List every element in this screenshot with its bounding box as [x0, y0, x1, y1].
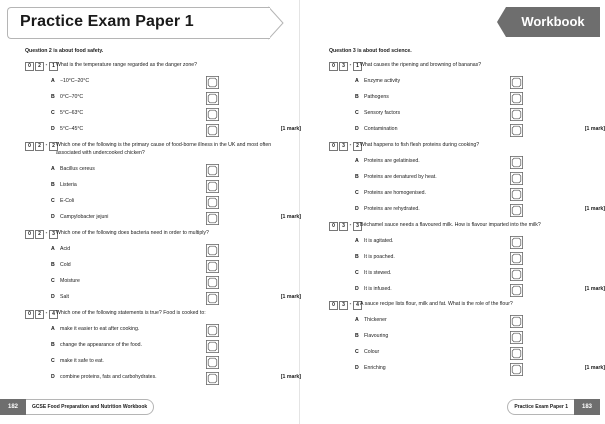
- option-text: Flavouring: [364, 333, 389, 339]
- option-letter: D: [51, 126, 55, 132]
- option-letter: D: [51, 294, 55, 300]
- answer-box-icon[interactable]: [206, 340, 219, 353]
- option-letter: C: [51, 198, 55, 204]
- option-text: 0°C–70°C: [60, 94, 84, 100]
- mark-allocation: [1 mark]: [584, 365, 605, 371]
- answer-option[interactable]: [355, 347, 605, 359]
- option-text: Acid: [60, 246, 71, 252]
- option-letter: C: [355, 110, 359, 116]
- right-page: [300, 0, 605, 424]
- option-letter: B: [355, 94, 359, 100]
- option-letter: D: [51, 374, 55, 380]
- answer-option[interactable]: [51, 292, 301, 304]
- option-text: Proteins are denatured by heat.: [364, 174, 437, 180]
- option-letter: A: [355, 78, 359, 84]
- page-title: Practice Exam Paper 1: [20, 13, 194, 30]
- question-text: What is the temperature range regarded as the danger zone?: [56, 62, 198, 68]
- answer-box-icon[interactable]: [510, 268, 523, 281]
- option-text: Enriching: [364, 365, 386, 371]
- answer-box-icon[interactable]: [510, 108, 523, 121]
- question-text: Which one of the following statements is true? Food is cooked to:: [56, 310, 206, 316]
- section-intro: Question 2 is about food safety.: [25, 48, 104, 54]
- option-text: Cold: [60, 262, 71, 268]
- answer-box-icon[interactable]: [206, 76, 219, 89]
- option-letter: D: [355, 286, 359, 292]
- question-number: 0 2 - 1: [25, 62, 59, 71]
- question-number-digit: 3: [339, 142, 348, 151]
- option-text: −10°C–20°C: [60, 78, 90, 84]
- answer-box-icon[interactable]: [510, 252, 523, 265]
- mark-allocation: [1 mark]: [280, 126, 301, 132]
- option-letter: B: [355, 254, 359, 260]
- answer-box-icon[interactable]: [510, 284, 523, 297]
- option-letter: D: [355, 206, 359, 212]
- answer-option[interactable]: [355, 363, 605, 375]
- question-number-digit: 3: [339, 222, 348, 231]
- option-text: change the appearance of the food.: [60, 342, 142, 348]
- option-text: Moisture: [60, 278, 80, 284]
- answer-option[interactable]: [355, 204, 605, 216]
- answer-option[interactable]: [51, 124, 301, 136]
- answer-box-icon[interactable]: [510, 172, 523, 185]
- answer-option[interactable]: [51, 276, 301, 288]
- mark-allocation: [1 mark]: [280, 214, 301, 220]
- question-text: Which one of the following does bacteria need in order to multiply?: [56, 230, 209, 236]
- answer-box-icon[interactable]: [206, 372, 219, 385]
- answer-option[interactable]: [51, 372, 301, 384]
- answer-option[interactable]: [355, 236, 605, 248]
- option-letter: A: [51, 246, 55, 252]
- option-letter: B: [355, 174, 359, 180]
- answer-box-icon[interactable]: [510, 315, 523, 328]
- option-letter: A: [51, 326, 55, 332]
- option-text: make it easier to eat after cooking.: [60, 326, 140, 332]
- option-text: Listeria: [60, 182, 77, 188]
- option-text: Proteins are gelatinised.: [364, 158, 420, 164]
- question-number-digit: 1: [353, 62, 362, 71]
- question-number-digit: 0: [329, 222, 338, 231]
- option-letter: C: [355, 270, 359, 276]
- option-letter: B: [51, 342, 55, 348]
- answer-box-icon[interactable]: [510, 156, 523, 169]
- option-letter: C: [51, 358, 55, 364]
- mark-allocation: [1 mark]: [584, 206, 605, 212]
- answer-box-icon[interactable]: [206, 260, 219, 273]
- mark-allocation: [1 mark]: [584, 126, 605, 132]
- answer-box-icon[interactable]: [206, 196, 219, 209]
- question-number-digit: 0: [25, 142, 34, 151]
- answer-option[interactable]: [355, 76, 605, 88]
- answer-box-icon[interactable]: [206, 124, 219, 137]
- answer-option[interactable]: [51, 108, 301, 120]
- workbook-tab: Workbook: [506, 7, 600, 37]
- question-number-digit: 4: [49, 310, 58, 319]
- option-text: make it safe to eat.: [60, 358, 104, 364]
- option-text: Enzyme activity: [364, 78, 401, 84]
- option-letter: C: [51, 278, 55, 284]
- option-text: Colour: [364, 349, 380, 355]
- answer-option[interactable]: [355, 284, 605, 296]
- answer-option[interactable]: [51, 76, 301, 88]
- footer-right: [435, 399, 600, 415]
- question-number: 0 3 - 1: [329, 62, 363, 71]
- option-text: Proteins are rehydrated.: [364, 206, 420, 212]
- page-number: 183: [574, 399, 600, 415]
- option-letter: D: [51, 214, 55, 220]
- answer-option[interactable]: [51, 180, 301, 192]
- answer-box-icon[interactable]: [510, 236, 523, 249]
- option-text: 5°C–63°C: [60, 110, 84, 116]
- answer-option[interactable]: [51, 164, 301, 176]
- question-text: What happens to fish flesh proteins during cooking?: [360, 142, 480, 148]
- answer-box-icon[interactable]: [510, 331, 523, 344]
- mark-allocation: [1 mark]: [280, 374, 301, 380]
- answer-option[interactable]: [355, 188, 605, 200]
- answer-box-icon[interactable]: [206, 244, 219, 257]
- question-number-digit: 2: [49, 142, 58, 151]
- question-number-digit: 3: [353, 222, 362, 231]
- question-number-digit: 3: [339, 62, 348, 71]
- left-page: [0, 0, 300, 424]
- answer-option[interactable]: [51, 92, 301, 104]
- answer-option[interactable]: [51, 196, 301, 208]
- answer-option[interactable]: [51, 324, 301, 336]
- footer-left: [0, 399, 165, 415]
- question-number-digit: 3: [339, 301, 348, 310]
- question-number-digit: 0: [329, 142, 338, 151]
- question-number-digit: 0: [25, 310, 34, 319]
- option-text: combine proteins, fats and carbohydrates.: [60, 374, 157, 380]
- option-letter: B: [51, 94, 55, 100]
- answer-option[interactable]: [355, 172, 605, 184]
- option-letter: A: [355, 238, 359, 244]
- option-letter: C: [355, 190, 359, 196]
- question-text: A sauce recipe lists flour, milk and fat. What is the role of the flour?: [360, 301, 513, 307]
- question-number-digit: 0: [329, 301, 338, 310]
- answer-option[interactable]: [355, 92, 605, 104]
- mark-allocation: [1 mark]: [584, 286, 605, 292]
- option-text: Campylobacter jejuni: [60, 214, 109, 220]
- answer-box-icon[interactable]: [206, 92, 219, 105]
- option-letter: B: [355, 333, 359, 339]
- option-text: Sensory factors: [364, 110, 401, 116]
- option-letter: B: [51, 182, 55, 188]
- option-text: Contamination: [364, 126, 398, 132]
- answer-box-icon[interactable]: [510, 347, 523, 360]
- title-banner: [7, 7, 270, 39]
- option-letter: D: [355, 126, 359, 132]
- question-text: Which one of the following is the primary cause of food-borne illness in the UK and most often associated with undercooked chicken?: [56, 142, 272, 156]
- mark-allocation: [1 mark]: [280, 294, 301, 300]
- option-text: It is stewed.: [364, 270, 392, 276]
- option-letter: A: [51, 78, 55, 84]
- option-text: Proteins are homogenised.: [364, 190, 426, 196]
- answer-box-icon[interactable]: [510, 76, 523, 89]
- answer-box-icon[interactable]: [206, 180, 219, 193]
- answer-box-icon[interactable]: [510, 204, 523, 217]
- answer-option[interactable]: [51, 340, 301, 352]
- option-letter: C: [51, 110, 55, 116]
- option-text: Salt: [60, 294, 69, 300]
- footer-paper-title: Practice Exam Paper 1: [507, 399, 574, 415]
- question-number: 0 3 - 4: [329, 301, 363, 310]
- question-number-digit: 2: [35, 142, 44, 151]
- question-text: Béchamel sauce needs a flavoured milk. How is flavour imparted into the milk?: [360, 222, 541, 228]
- answer-option[interactable]: [355, 108, 605, 120]
- question-number: 0 3 - 2: [329, 142, 363, 151]
- question-number-digit: 2: [35, 62, 44, 71]
- question-number-digit: 2: [35, 310, 44, 319]
- option-text: E-Coli: [60, 198, 75, 204]
- question-number-digit: 0: [25, 230, 34, 239]
- answer-box-icon[interactable]: [510, 124, 523, 137]
- question-number-digit: 0: [25, 62, 34, 71]
- option-letter: D: [355, 365, 359, 371]
- answer-option[interactable]: [51, 260, 301, 272]
- page-number: 182: [0, 399, 26, 415]
- option-text: Thickener: [364, 317, 387, 323]
- answer-option[interactable]: [355, 331, 605, 343]
- answer-option[interactable]: [51, 212, 301, 224]
- question-number: 0 2 - 2: [25, 142, 59, 151]
- option-text: Pathogens: [364, 94, 389, 100]
- option-letter: B: [51, 262, 55, 268]
- answer-box-icon[interactable]: [206, 108, 219, 121]
- option-text: 5°C–45°C: [60, 126, 84, 132]
- answer-box-icon[interactable]: [206, 212, 219, 225]
- question-number-digit: 1: [49, 62, 58, 71]
- answer-box-icon[interactable]: [206, 276, 219, 289]
- option-letter: A: [355, 158, 359, 164]
- question-number-digit: 2: [35, 230, 44, 239]
- answer-option[interactable]: [355, 252, 605, 264]
- option-text: It is poached.: [364, 254, 395, 260]
- option-text: Bacillus cereus: [60, 166, 95, 172]
- question-number: 0 2 - 4: [25, 310, 59, 319]
- question-number: 0 3 - 3: [329, 222, 363, 231]
- footer-book-title: GCSE Food Preparation and Nutrition Workbook: [26, 399, 154, 415]
- answer-option[interactable]: [355, 315, 605, 327]
- question-number-digit: 0: [329, 62, 338, 71]
- answer-option[interactable]: [355, 268, 605, 280]
- option-letter: C: [355, 349, 359, 355]
- section-intro: Question 3 is about food science.: [329, 48, 412, 54]
- answer-box-icon[interactable]: [206, 164, 219, 177]
- option-text: It is infused.: [364, 286, 392, 292]
- question-number-digit: 4: [353, 301, 362, 310]
- answer-option[interactable]: [51, 356, 301, 368]
- option-letter: A: [51, 166, 55, 172]
- answer-option[interactable]: [355, 124, 605, 136]
- answer-box-icon[interactable]: [206, 324, 219, 337]
- answer-box-icon[interactable]: [510, 363, 523, 376]
- answer-option[interactable]: [355, 156, 605, 168]
- option-letter: A: [355, 317, 359, 323]
- answer-box-icon[interactable]: [206, 356, 219, 369]
- answer-box-icon[interactable]: [510, 188, 523, 201]
- banner-arrow-icon: [269, 7, 284, 39]
- answer-option[interactable]: [51, 244, 301, 256]
- question-number-digit: 3: [49, 230, 58, 239]
- question-number-digit: 2: [353, 142, 362, 151]
- question-number: 0 2 - 3: [25, 230, 59, 239]
- question-text: What causes the ripening and browning of bananas?: [360, 62, 482, 68]
- answer-box-icon[interactable]: [510, 92, 523, 105]
- option-text: It is agitated.: [364, 238, 394, 244]
- answer-box-icon[interactable]: [206, 292, 219, 305]
